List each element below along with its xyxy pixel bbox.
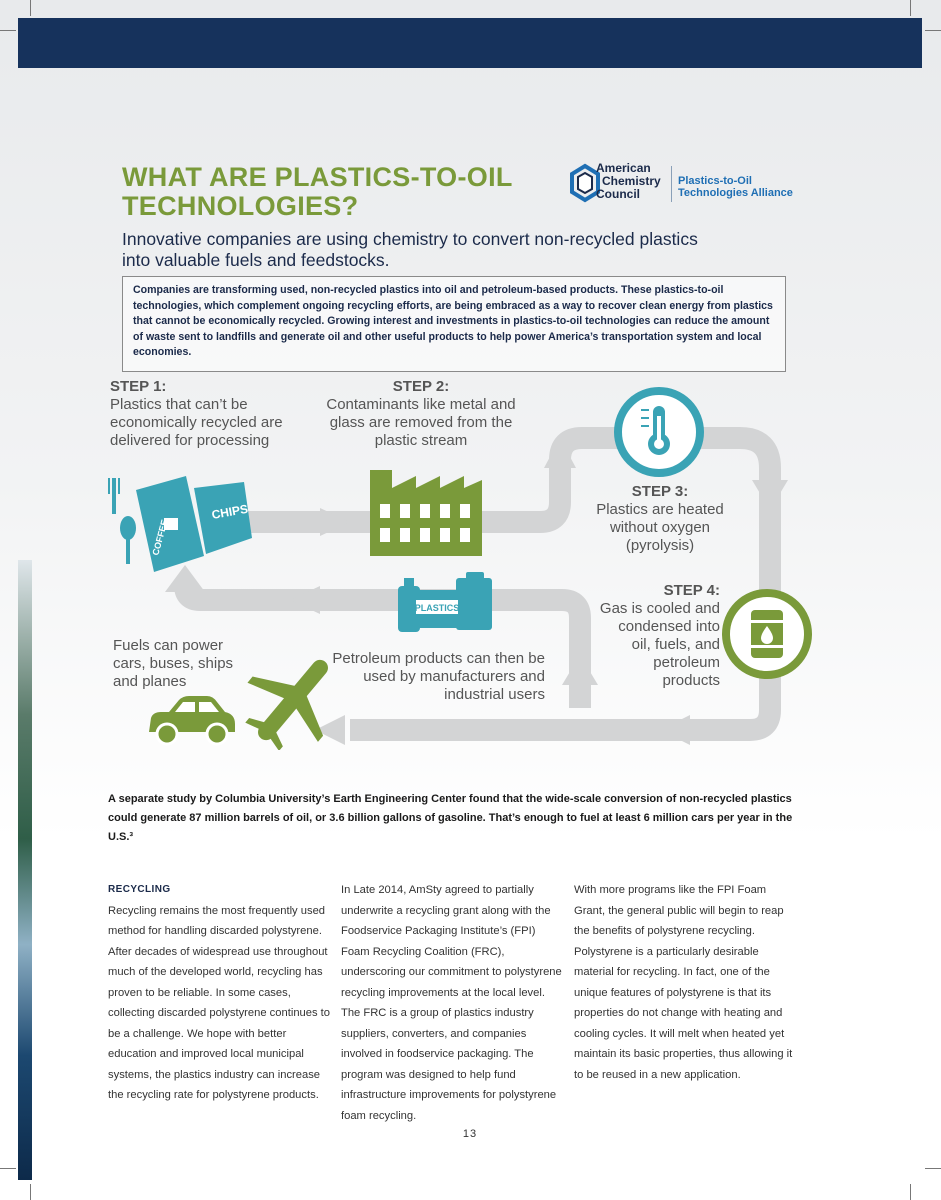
column-1-text: Recycling remains the most frequently used method for handling discarded polystyrene. After decades of widespread use throughout much of the developed world, recycling has proven to be reliable. In some cases, collecting discarded polystyrene continues to be a challenge. We hope with better education and improved local municipal systems, the plastics industry can increase the recycling rate for polystyrene products. (108, 904, 331, 1101)
step4-label: STEP 4: (663, 582, 720, 599)
step1-label: STEP 1: (110, 378, 167, 395)
svg-text:CHIPS: CHIPS (210, 501, 250, 522)
step3-block (590, 483, 730, 555)
step3-text: Plastics are heated without oxygen (pyrolysis) (596, 501, 724, 554)
step2-block (310, 378, 532, 450)
oil-barrel-icon (721, 588, 813, 680)
fuels-text: Fuels can power cars, buses, ships and planes (113, 637, 234, 690)
column-3-text: With more programs like the FPI Foam Grant, the general public will begin to reap the benefits of polystyrene recycling. Polystyrene is a particularly desirable material for recycling. In fact, one of the unique features of polystyrene is that its properties do not change with heating and cooling cycles. It will melt when heated yet maintain its basic properties, thus allowing it to be reused in a new application. (574, 884, 793, 1081)
step1-block (110, 378, 290, 450)
step1-text: Plastics that can’t be economically recycled are delivered for processing (110, 396, 283, 449)
process-diagram (0, 360, 941, 780)
recycling-heading: RECYCLING (108, 884, 171, 895)
crop-mark (30, 0, 31, 16)
thermometer-icon (613, 386, 705, 478)
step3-label: STEP 3: (631, 483, 689, 500)
acc-name: American Chemistry Council (596, 161, 661, 201)
food-packaging-icon (108, 468, 253, 578)
crop-mark (925, 1168, 941, 1169)
step2-label: STEP 2: (392, 378, 450, 395)
subtitle: Innovative companies are using chemistry to convert non-recycled plastics into valuable fuels and feedstocks. (122, 229, 698, 270)
crop-mark (910, 0, 911, 16)
acc-logo (568, 160, 808, 210)
header-band (18, 18, 922, 68)
study-paragraph: A separate study by Columbia University’s Earth Engineering Center found that the wide-scale conversion of non-recycled plastics could generate 87 million barrels of oil, or 3.6 billion gallons of gasoline. That’s enough to fuel at least 6 million cars per year in the U.S.³ (108, 793, 793, 843)
column-1 (108, 880, 333, 1106)
airplane-icon (243, 650, 343, 750)
svg-text:PLASTICS: PLASTICS (414, 603, 460, 613)
car-icon (145, 696, 237, 748)
crop-mark (0, 30, 16, 31)
svg-text:COFFEE: COFFEE (150, 518, 170, 557)
page-title: WHAT ARE PLASTICS-TO-OIL TECHNOLOGIES? (122, 162, 513, 221)
petroleum-text: Petroleum products can then be used by manufacturers and industrial users (332, 650, 545, 703)
column-2 (341, 880, 566, 1126)
alliance-name: Plastics-to-Oil Technologies Alliance (678, 175, 793, 199)
crop-mark (910, 1184, 911, 1200)
crop-mark (925, 30, 941, 31)
crop-mark (30, 1184, 31, 1200)
step4-block (598, 582, 720, 690)
column-2-text: In Late 2014, AmSty agreed to partially underwrite a recycling grant along with the Foodservice Packaging Institute’s (FPI) Foam Recycling Coalition (FRC), underscoring our commitment to polystyrene recycling improvements at the local level. The FRC is a group of plastics industry suppliers, converters, and companies involved in foodservice packaging. The program was designed to help fund infrastructure improvements for polystyrene foam recycling. (341, 884, 562, 1122)
factory-icon (370, 470, 482, 556)
step4-text: Gas is cooled and condensed into oil, fuels, and petroleum products (599, 600, 720, 689)
step2-text: Contaminants like metal and glass are removed from the plastic stream (326, 396, 516, 449)
plastic-containers-icon (396, 572, 494, 634)
page-number: 13 (462, 1128, 478, 1140)
column-3 (574, 880, 799, 1085)
crop-mark (0, 1168, 16, 1169)
intro-box: Companies are transforming used, non-recycled plastics into oil and petroleum-based products. These plastics-to-oil technologies, which complement ongoing recycling efforts, are being embraced as a way to recover clean energy from plastics that cannot be economically recycled. Growing interest and investments in plastics-to-oil technologies can reduce the amount of waste sent to landfills and generate oil and other useful products to help power America’s transportation system and local economies. (122, 276, 786, 372)
